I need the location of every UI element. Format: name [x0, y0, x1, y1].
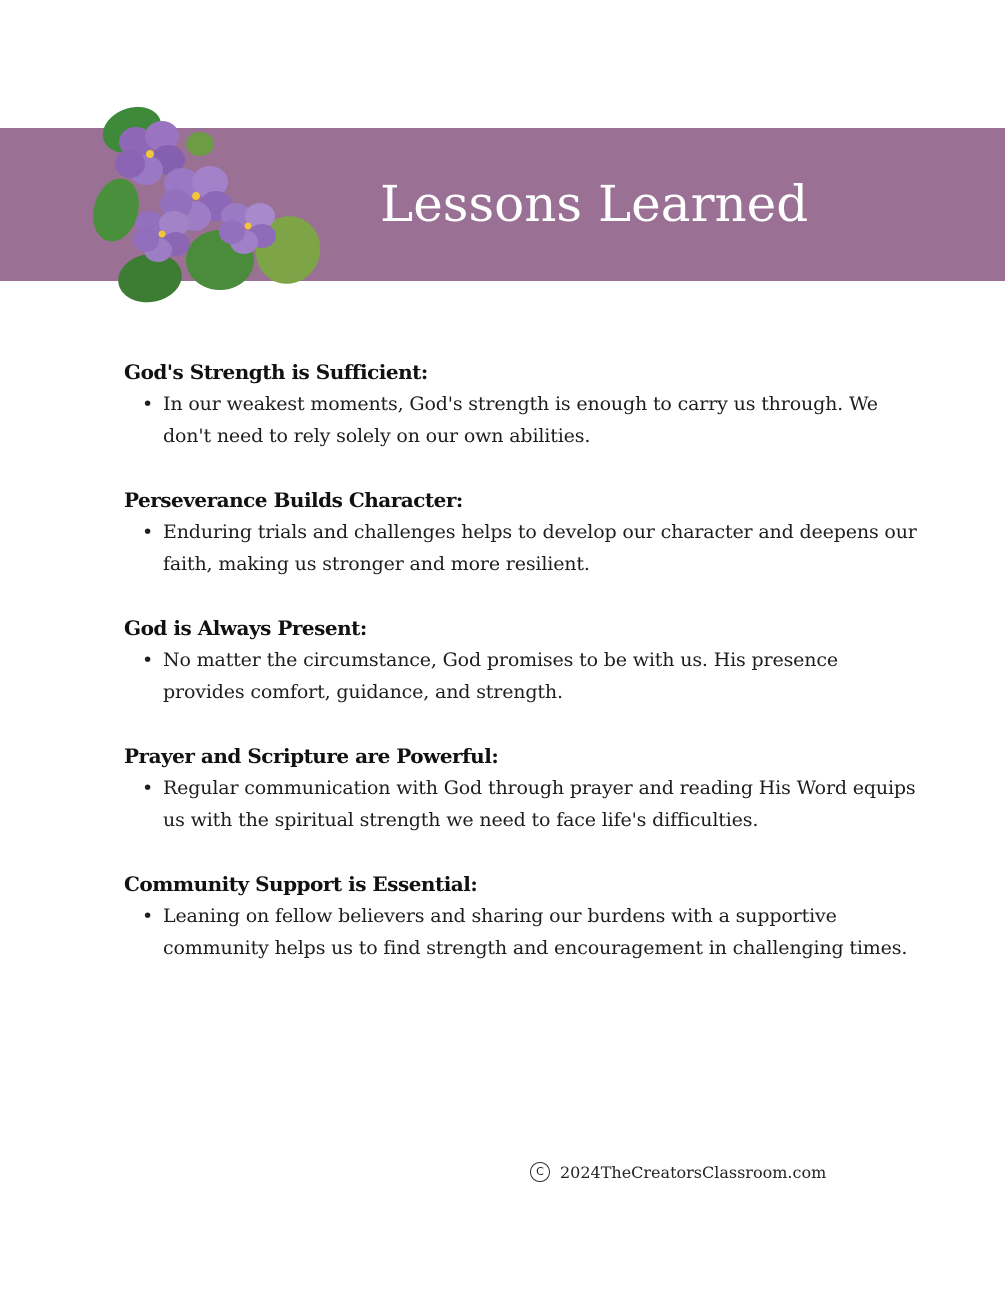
lessons-list [124, 356, 924, 996]
lesson-point [142, 772, 924, 836]
violet-flower-cluster-icon [92, 100, 328, 308]
lesson-points [124, 516, 924, 580]
lesson-point [142, 644, 924, 708]
lesson-point-text: No matter the circumstance, God promises to be with us. His presence provides comfort, guidance, and strength. [163, 649, 838, 703]
bullet-icon: • [142, 649, 154, 671]
lesson-point [142, 900, 924, 964]
bullet-icon: • [142, 521, 154, 543]
lesson-heading: God is Always Present: [124, 616, 367, 640]
footer-text: 2024TheCreatorsClassroom.com [560, 1162, 827, 1182]
lesson-heading: Perseverance Builds Character: [124, 488, 463, 512]
lesson-points [124, 900, 924, 964]
lesson-point [142, 388, 924, 452]
bullet-icon: • [142, 393, 154, 415]
lesson-heading: Prayer and Scripture are Powerful: [124, 744, 499, 768]
lesson-point [142, 516, 924, 580]
lesson-point-text: Leaning on fellow believers and sharing our burdens with a supportive community helps us to find strength and encouragement in challenging times. [163, 905, 908, 959]
lesson-section [124, 484, 924, 580]
lesson-section [124, 356, 924, 452]
lesson-points [124, 772, 924, 836]
lesson-section [124, 612, 924, 708]
bullet-icon: • [142, 777, 154, 799]
lesson-points [124, 644, 924, 708]
lesson-point-text: Regular communication with God through prayer and reading His Word equips us with the spiritual strength we need to face life's difficulties. [163, 777, 916, 831]
page-title: Lessons Learned [380, 175, 809, 233]
copyright-icon: C [530, 1162, 550, 1182]
lesson-points [124, 388, 924, 452]
lesson-point-text: Enduring trials and challenges helps to develop our character and deepens our faith, making us stronger and more resilient. [163, 521, 917, 575]
footer-copyright [530, 1160, 826, 1184]
bullet-icon: • [142, 905, 154, 927]
lesson-section [124, 740, 924, 836]
lesson-heading: God's Strength is Sufficient: [124, 360, 428, 384]
lesson-point-text: In our weakest moments, God's strength is enough to carry us through. We don't need to rely solely on our own abilities. [163, 393, 878, 447]
lesson-section [124, 868, 924, 964]
lesson-heading: Community Support is Essential: [124, 872, 478, 896]
